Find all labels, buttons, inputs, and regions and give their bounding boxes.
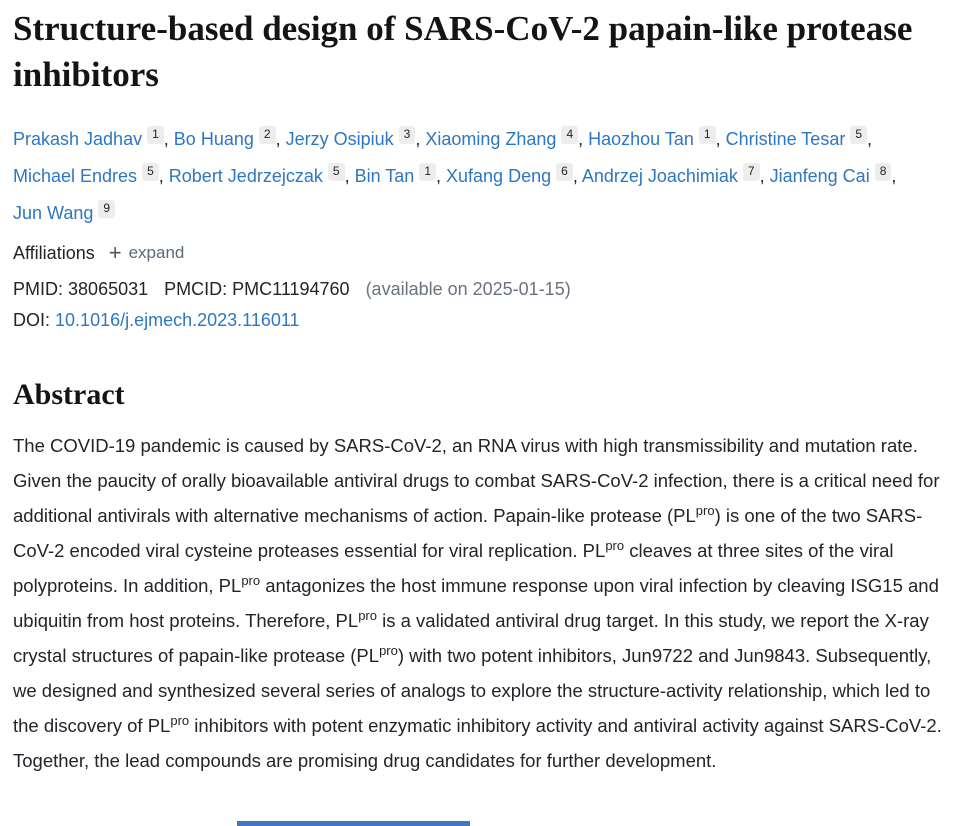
superscript-text: pro xyxy=(358,607,377,623)
pmcid-label: PMCID: xyxy=(164,279,228,300)
doi-row xyxy=(13,305,950,336)
affiliation-number-badge: 5 xyxy=(142,163,159,181)
author-link[interactable]: Robert Jedrzejczak xyxy=(168,166,323,187)
expand-affiliations-button[interactable] xyxy=(109,242,185,264)
author-link[interactable]: Prakash Jadhav xyxy=(13,129,143,149)
affiliations-row xyxy=(13,242,950,264)
author-link[interactable]: Xufang Deng xyxy=(446,166,552,187)
doi-label: DOI: xyxy=(13,310,51,331)
author-link[interactable]: Jianfeng Cai xyxy=(769,166,870,187)
section-divider-bar xyxy=(237,821,470,826)
pmcid-value: PMC11194760 xyxy=(232,279,350,300)
affiliation-number-badge: 4 xyxy=(561,126,578,144)
superscript-text: pro xyxy=(379,642,398,658)
author-link[interactable]: Bo Huang xyxy=(173,129,254,149)
author-list xyxy=(13,121,918,232)
affiliation-number-badge: 8 xyxy=(875,163,892,181)
abstract-text: The COVID-19 pandemic is caused by SARS-CoV-2, an RNA virus with high transmissibility and mutation rate. Given the paucity of orally bioavailable antiviral drugs to combat SARS-CoV-2 infection, there is a critical need for additional antivirals with alternative mechanisms of action. Papain-like protease $(PL^{pro})$ is one of the two SARS-CoV-2 encoded viral cysteine proteases essential for viral replication. $PL^{pro}$ cleaves at three sites of the viral polyproteins. In addition, $PL^{pro}$ antagonizes the host immune response upon viral infection by cleaving ISG15 and ubiquitin from host proteins. Therefore, $PL^{pro}$ is a validated antiviral drug target. In this study, we report the X-ray crystal structures of papain-like protease $(PL^{pro})$ with two potent inhibitors, Jun9722 and Jun9843. Subsequently, we designed and synthesized several series of analogs to explore the structure-activity relationship, which led to the discovery of $PL^{pro}$ inhibitors with potent enzymatic inhibitory activity and antiviral activity against SARS-CoV-2. Together, the lead compounds are promising drug candidates for further development. xyxy=(13,435,942,772)
author-separator: , xyxy=(759,166,770,187)
affiliation-number-badge: 1 xyxy=(699,126,716,144)
author-separator: , xyxy=(415,129,426,149)
author-link[interactable]: Andrzej Joachimiak xyxy=(581,166,738,187)
superscript-text: pro xyxy=(170,712,190,728)
affiliation-number-badge: 2 xyxy=(259,126,276,144)
affiliation-number-badge: 5 xyxy=(328,163,345,181)
affiliation-number-badge: 9 xyxy=(98,200,115,218)
author-link[interactable]: Haozhou Tan xyxy=(588,129,694,149)
pmcid-group xyxy=(164,279,349,299)
author-separator: , xyxy=(715,129,726,149)
author-separator: , xyxy=(163,129,174,149)
author-separator: , xyxy=(275,129,286,149)
superscript-text: pro xyxy=(695,502,715,518)
affiliation-number-badge: 6 xyxy=(556,163,573,181)
author-link[interactable]: Xiaoming Zhang xyxy=(425,129,557,149)
author-separator: , xyxy=(572,166,582,187)
author-separator: , xyxy=(891,166,897,187)
pmid-value: 38065031 xyxy=(68,279,149,300)
affiliation-number-badge: 7 xyxy=(743,163,760,181)
identifier-row xyxy=(13,274,950,305)
author-link[interactable]: Michael Endres xyxy=(13,166,138,187)
doi-link[interactable]: 10.1016/j.ejmech.2023.116011 xyxy=(55,310,300,331)
author-separator: , xyxy=(344,166,355,187)
author-separator: , xyxy=(436,166,447,187)
pmid-label: PMID: xyxy=(13,279,64,300)
author-link[interactable]: Jerzy Osipiuk xyxy=(285,129,394,149)
affiliation-number-badge: 3 xyxy=(399,126,416,144)
page-title: Structure-based design of SARS-CoV-2 papain-like protease inhibitors xyxy=(13,9,913,94)
plus-icon: + xyxy=(108,240,122,266)
superscript-text: pro xyxy=(605,537,625,553)
affiliations-label: Affiliations xyxy=(13,242,95,263)
author-link[interactable]: Christine Tesar xyxy=(725,129,846,149)
author-link[interactable]: Bin Tan xyxy=(354,166,415,187)
affiliation-number-badge: 5 xyxy=(850,126,867,144)
superscript-text: pro xyxy=(241,572,261,588)
author-separator: , xyxy=(158,166,169,187)
abstract-heading: Abstract xyxy=(13,378,125,412)
affiliation-number-badge: 1 xyxy=(147,126,164,144)
pmcid-availability-note: (available on 2025-01-15) xyxy=(365,279,571,300)
expand-label: expand xyxy=(128,243,185,263)
author-link[interactable]: Jun Wang xyxy=(13,203,94,224)
author-separator: , xyxy=(578,129,589,149)
pmid-group xyxy=(13,279,148,299)
author-separator: , xyxy=(867,129,873,149)
affiliation-number-badge: 1 xyxy=(419,163,436,181)
